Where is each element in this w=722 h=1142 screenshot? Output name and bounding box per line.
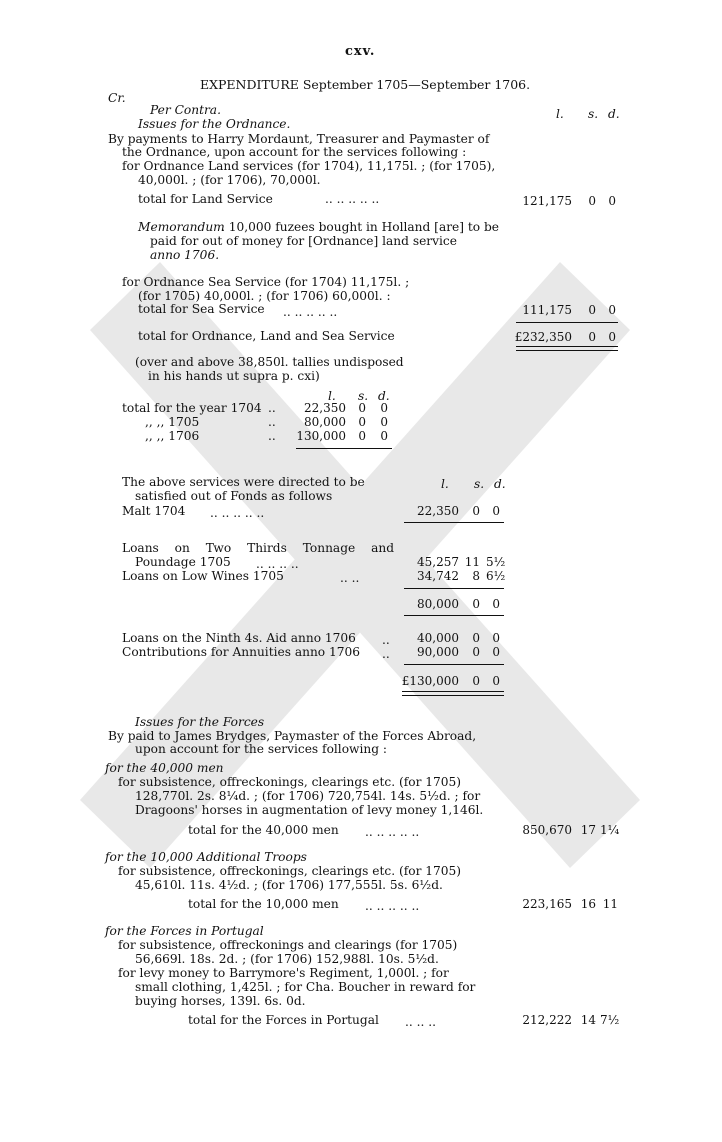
year-row-dots: .. [268,401,276,415]
wines-label: Loans on Low Wines 1705 [122,569,284,583]
cr-label: Cr. [108,91,126,105]
men40-line-2: 128,770l. 2s. 8¼d. ; (for 1706) 720,754l. 14s. 5½d. ; for [135,789,481,803]
grand-total-label: total for Ordnance, Land and Sea Service [138,329,395,343]
ninth-l: 40,000 [417,631,459,645]
rule [296,448,392,449]
rule [516,322,618,323]
malt-l: 22,350 [417,504,459,518]
year-row-d: 0 [380,429,388,443]
funds-header-l: l. [441,477,449,491]
leader-dots: .. .. .. .. .. [325,192,380,206]
annuities-l: 90,000 [417,645,459,659]
sea-total-s: 0 [588,303,596,317]
over-line-2: in his hands ut supra p. cxi) [148,369,320,383]
funds-subtotal-s: 0 [472,597,480,611]
year-row-l: 22,350 [304,401,346,415]
year-header-s: s. [358,389,369,403]
year-header-l: l. [328,389,336,403]
land-total-s: 0 [588,194,596,208]
land-line-1: for Ordnance Land services (for 1704), 11,175l. ; (for 1705), [122,159,496,173]
annuities-d: 0 [492,645,500,659]
ninth-label: Loans on the Ninth 4s. Aid anno 1706 [122,631,356,645]
leader-dots: .. .. .. .. .. [365,899,420,913]
additional-line-1: for subsistence, offreckonings, clearings etc. (for 1705) [118,864,462,878]
rule [404,664,504,665]
forces-intro-2: upon account for the services following : [135,742,388,756]
ordnance-intro-1: By payments to Harry Mordaunt, Treasurer and Paymaster of [108,132,490,146]
year-row-label: ,, ,, 1705 [145,415,200,429]
portugal-total-d: 7½ [600,1013,620,1027]
men40-total-l: 850,670 [522,823,572,837]
additional-heading: for the 10,000 Additional Troops [105,850,307,864]
land-total-l: 121,175 [522,194,572,208]
rule [404,588,504,589]
funds-intro-2: satisfied out of Fonds as follows [135,489,333,503]
additional-total-d: 11 [602,897,618,911]
page-title: EXPENDITURE September 1705—September 1706. [200,77,531,92]
tonnage-d: 5½ [486,555,506,569]
funds-intro-1: The above services were directed to be [122,475,365,489]
land-total-d: 0 [608,194,616,208]
additional-total-s: 16 [580,897,596,911]
wines-d: 6½ [486,569,506,583]
additional-total-l: 223,165 [522,897,572,911]
rule [404,522,504,523]
year-row-s: 0 [358,415,366,429]
additional-total-label: total for the 10,000 men [188,897,339,911]
memo-line-3: anno 1706. [150,248,220,262]
sea-total-d: 0 [608,303,616,317]
portugal-total-label: total for the Forces in Portugal [188,1013,379,1027]
tonnage-line-2: Poundage 1705 [135,555,231,569]
men40-total-s: 17 [580,823,596,837]
funds-subtotal-d: 0 [492,597,500,611]
portugal-total-l: 212,222 [522,1013,572,1027]
portugal-line-4: small clothing, 1,425l. ; for Cha. Boucher in reward for [135,980,476,994]
leader-dots: .. .. .. .. .. [210,506,265,520]
year-header-d: d. [378,389,390,403]
year-row-dots: .. [268,415,276,429]
double-rule [516,346,618,351]
header-pence: d. [608,107,620,121]
per-contra: Per Contra. [150,103,221,117]
year-row-dots: .. [268,429,276,443]
leader-dots: .. .. [340,571,360,585]
page-number: cxv. [345,44,376,59]
portugal-line-2: 56,669l. 18s. 2d. ; (for 1706) 152,988l. 10s. 5½d. [135,952,439,966]
funds-header-d: d. [494,477,506,491]
malt-label: Malt 1704 [122,504,186,518]
header-pounds: l. [556,107,564,121]
memo-line-2: paid for out of money for [Ordnance] land service [150,234,457,248]
funds-total-s: 0 [472,674,480,688]
memo-line-1: . 10,000 fuzees bought in Holland [are] to be [221,220,499,234]
portugal-line-3: for levy money to Barrymore's Regiment, 1,000l. ; for [118,966,449,980]
sea-line-2: (for 1705) 40,000l. ; (for 1706) 60,000l. : [138,289,391,303]
men40-total-label: total for the 40,000 men [188,823,339,837]
double-rule [402,691,504,696]
wines-l: 34,742 [417,569,459,583]
portugal-line-5: buying horses, 139l. 6s. 0d. [135,994,306,1008]
leader-dots: .. .. .. .. [256,557,299,571]
funds-subtotal-l: 80,000 [417,597,459,611]
header-shillings: s. [588,107,599,121]
annuities-s: 0 [472,645,480,659]
portugal-line-1: for subsistence, offreckonings and clearings (for 1705) [118,938,458,952]
year-row-s: 0 [358,429,366,443]
funds-total-d: 0 [492,674,500,688]
grand-total-d: 0 [608,330,616,344]
wines-s: 8 [472,569,480,583]
forces-heading: Issues for the Forces [135,715,265,729]
leader-dots: .. .. .. [405,1015,436,1029]
land-line-2: 40,000l. ; (for 1706), 70,000l. [138,173,321,187]
ninth-d: 0 [492,631,500,645]
sea-line-1: for Ordnance Sea Service (for 1704) 11,175l. ; [122,275,410,289]
over-line-1: (over and above 38,850l. tallies undisposed [135,355,404,369]
malt-d: 0 [492,504,500,518]
tonnage-l: 45,257 [417,555,459,569]
portugal-heading: for the Forces in Portugal [105,924,264,938]
year-row-label: ,, ,, 1706 [145,429,200,443]
year-row-l: 80,000 [304,415,346,429]
sea-total-l: 111,175 [522,303,572,317]
portugal-total-s: 14 [580,1013,596,1027]
additional-line-2: 45,610l. 11s. 4½d. ; (for 1706) 177,555l. 5s. 6½d. [135,878,443,892]
year-row-label: total for the year 1704 [122,401,262,415]
year-row-d: 0 [380,415,388,429]
grand-total-l: £232,350 [514,330,572,344]
leader-dots: .. [382,647,390,661]
forces-intro-1: By paid to James Brydges, Paymaster of the Forces Abroad, [108,729,477,743]
tonnage-s: 11 [464,555,480,569]
rule [404,615,504,616]
men40-line-3: Dragoons' horses in augmentation of levy money 1,146l. [135,803,484,817]
leader-dots: .. [382,633,390,647]
leader-dots: .. .. .. .. .. [365,825,420,839]
funds-total-l: £130,000 [401,674,459,688]
ordnance-intro-2: the Ordnance, upon account for the services following : [122,145,467,159]
men40-line-1: for subsistence, offreckonings, clearings etc. (for 1705) [118,775,462,789]
annuities-label: Contributions for Annuities anno 1706 [122,645,361,659]
memo-word: Memorandum [138,220,225,234]
malt-s: 0 [472,504,480,518]
year-row-d: 0 [380,401,388,415]
ordnance-heading: Issues for the Ordnance. [138,117,291,131]
year-row-s: 0 [358,401,366,415]
tonnage-line-1: Loans on Two Thirds Tonnage and [122,541,394,555]
men40-total-d: 1¼ [600,823,620,837]
leader-dots: .. .. .. .. .. [283,305,338,319]
ninth-s: 0 [472,631,480,645]
year-row-l: 130,000 [296,429,346,443]
land-total-label: total for Land Service [138,192,273,206]
sea-total-label: total for Sea Service [138,302,265,316]
funds-header-s: s. [474,477,485,491]
grand-total-s: 0 [588,330,596,344]
men40-heading: for the 40,000 men [105,761,224,775]
